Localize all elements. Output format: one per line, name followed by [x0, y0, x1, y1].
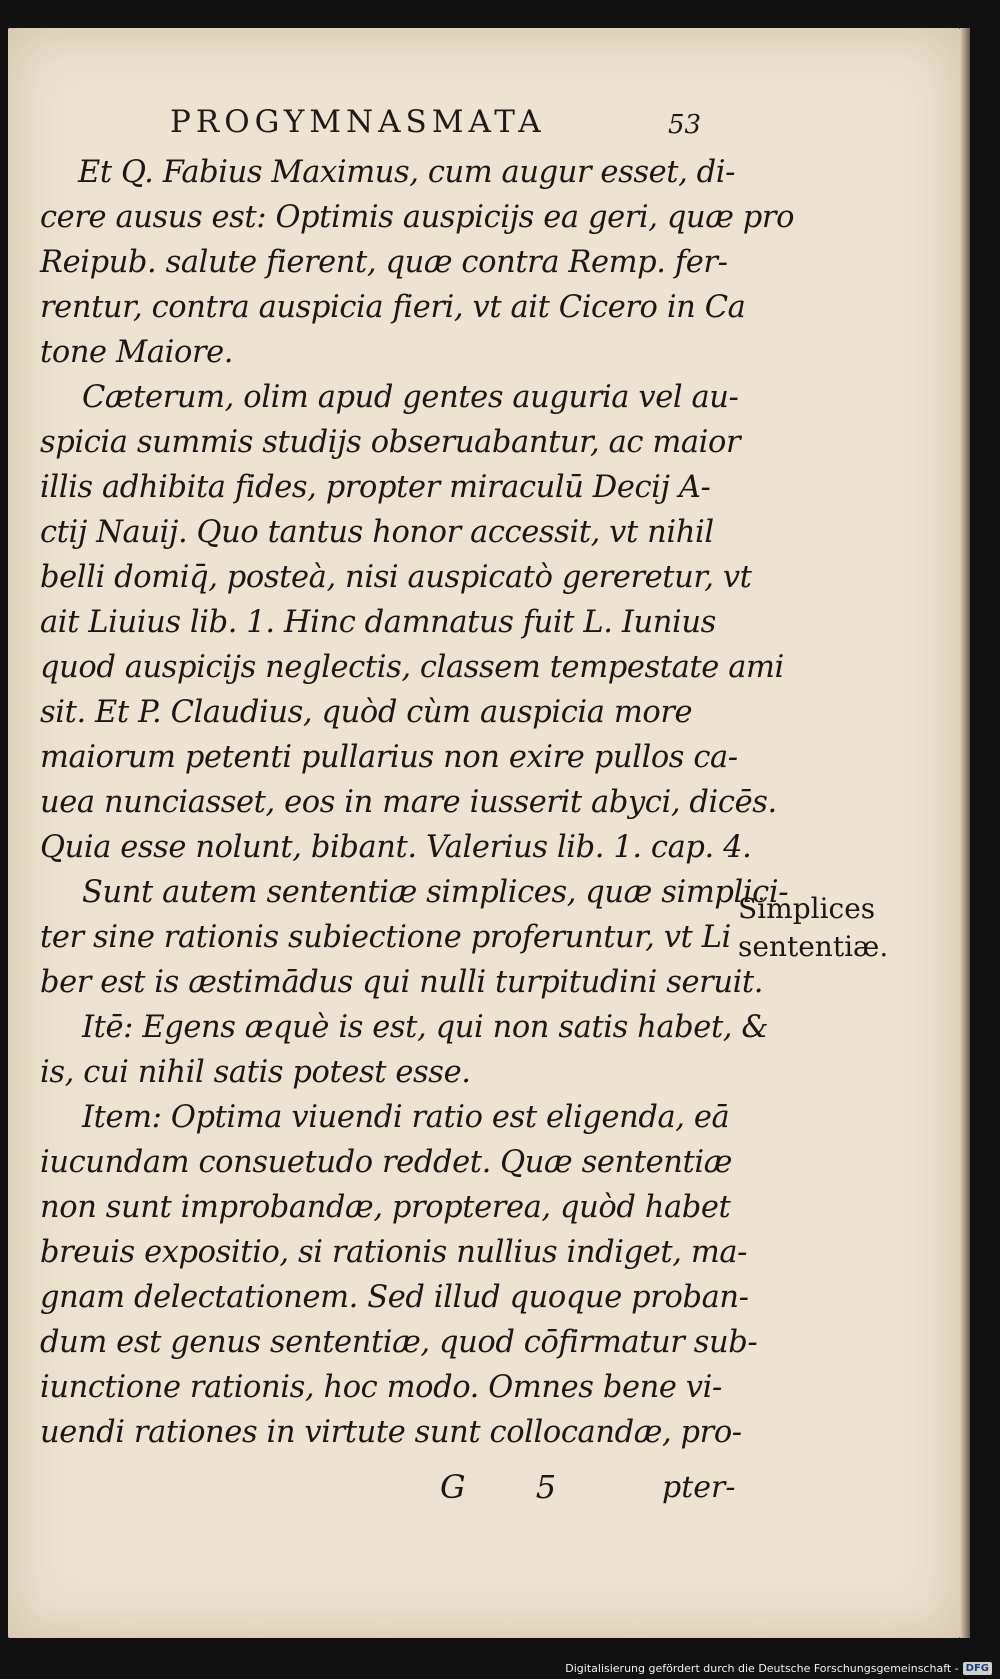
- text-line: is, cui nihil satis potest esse.: [40, 1055, 471, 1090]
- text-line: uea nunciasset, eos in mare iusserit abyci, dicēs.: [40, 785, 777, 820]
- text-line: gnam delectationem. Sed illud quoque proban-: [40, 1280, 749, 1315]
- running-head: PROGYMNASMATA: [170, 104, 546, 140]
- text-line: illis adhibita fides, propter miraculū Decij A-: [40, 470, 711, 505]
- marginal-note: [738, 890, 888, 966]
- text-line: Sunt autem sententiæ simplices, quæ simplici-: [82, 875, 789, 910]
- catchword: pter-: [662, 1470, 736, 1505]
- text-line: non sunt improbandæ, propterea, quòd habet: [40, 1190, 731, 1225]
- text-line: quod auspicijs neglectis, classem tempestate ami: [40, 650, 784, 685]
- digitization-credit: [565, 1662, 992, 1675]
- text-line: Cæterum, olim apud gentes auguria vel au-: [82, 380, 739, 415]
- marginal-note-line: Simplices: [738, 892, 876, 925]
- text-line: breuis expositio, si rationis nullius indiget, ma-: [40, 1235, 748, 1270]
- text-line: Reipub. salute fierent, quæ contra Remp. fer-: [40, 245, 728, 280]
- text-line: dum est genus sententiæ, quod cōfirmatur sub-: [40, 1325, 758, 1360]
- text-line: ter sine rationis subiectione proferuntur, vt Li: [40, 920, 731, 955]
- page-number: 53: [668, 110, 702, 140]
- text-line: Et Q. Fabius Maximus, cum augur esset, di-: [78, 155, 736, 190]
- text-line: ctij Nauij. Quo tantus honor accessit, vt nihil: [40, 515, 714, 550]
- text-line: Item: Optima viuendi ratio est eligenda, eā: [82, 1100, 730, 1135]
- text-line: iucundam consuetudo reddet. Quæ sententiæ: [40, 1145, 732, 1180]
- text-line: sit. Et P. Claudius, quòd cùm auspicia more: [40, 695, 693, 730]
- text-line: Itē: Egens æquè is est, qui non satis habet, &: [82, 1010, 769, 1045]
- text-line: Quia esse nolunt, bibant. Valerius lib. 1. cap. 4.: [40, 830, 752, 865]
- signature-mark: G 5: [440, 1468, 587, 1506]
- text-line: rentur, contra auspicia fieri, vt ait Cicero in Ca: [40, 290, 746, 325]
- text-line: iunctione rationis, hoc modo. Omnes bene vi-: [40, 1370, 722, 1405]
- marginal-note-line: sententiæ.: [738, 930, 889, 963]
- text-line: maiorum petenti pullarius non exire pullos ca-: [40, 740, 738, 775]
- text-line: cere ausus est: Optimis auspicijs ea geri, quæ pro: [40, 200, 795, 235]
- text-line: ber est is æstimādus qui nulli turpitudini seruit.: [40, 965, 764, 1000]
- text-line: ait Liuius lib. 1. Hinc damnatus fuit L. Iunius: [40, 605, 716, 640]
- text-line: tone Maiore.: [40, 335, 234, 370]
- body-text: [40, 150, 795, 1455]
- credit-text: Digitalisierung gefördert durch die Deutsche Forschungsgemeinschaft -: [565, 1662, 959, 1675]
- page-edge: [960, 28, 970, 1638]
- text-line: spicia summis studijs obseruabantur, ac maior: [40, 425, 741, 460]
- text-line: uendi rationes in virtute sunt collocandæ, pro-: [40, 1415, 742, 1450]
- text-line: belli domiq̄, posteà, nisi auspicatò gereretur, vt: [40, 560, 752, 595]
- dfg-logo-icon: DFG: [963, 1662, 992, 1675]
